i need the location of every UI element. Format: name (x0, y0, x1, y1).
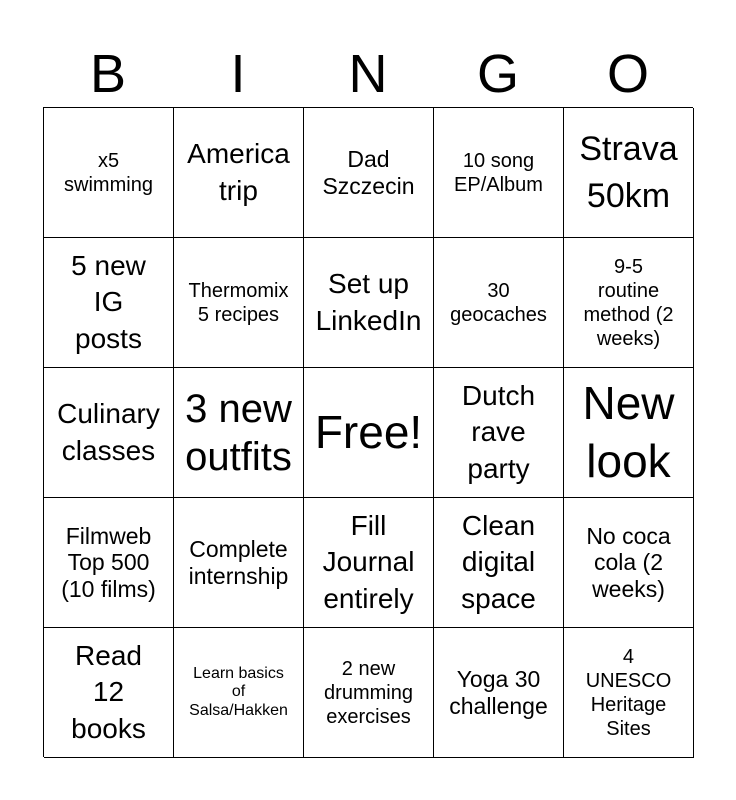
bingo-cell[interactable]: Filmweb Top 500 (10 films) (44, 498, 174, 628)
bingo-cell[interactable]: 5 new IG posts (44, 238, 174, 368)
bingo-cell[interactable]: 30 geocaches (434, 238, 564, 368)
bingo-cell[interactable]: New look (564, 368, 694, 498)
bingo-cell[interactable]: 10 song EP/Album (434, 108, 564, 238)
bingo-grid (43, 107, 693, 757)
bingo-cell[interactable]: 9-5 routine method (2 weeks) (564, 238, 694, 368)
header-letter-g: G (476, 44, 519, 104)
bingo-cell[interactable]: Strava 50km (564, 108, 694, 238)
bingo-cell[interactable]: Culinary classes (44, 368, 174, 498)
bingo-cell[interactable]: Clean digital space (434, 498, 564, 628)
free-space-cell[interactable]: Free! (304, 368, 434, 498)
bingo-cell[interactable]: x5 swimming (44, 108, 174, 238)
bingo-cell[interactable]: Fill Journal entirely (304, 498, 434, 628)
header-letter-n: N (348, 44, 388, 104)
bingo-cell[interactable]: Thermomix 5 recipes (174, 238, 304, 368)
bingo-cell[interactable]: Dad Szczecin (304, 108, 434, 238)
bingo-cell[interactable]: No coca cola (2 weeks) (564, 498, 694, 628)
bingo-cell[interactable]: Set up LinkedIn (304, 238, 434, 368)
bingo-cell[interactable]: Read 12 books (44, 628, 174, 758)
bingo-cell[interactable]: Yoga 30 challenge (434, 628, 564, 758)
bingo-cell[interactable]: 4 UNESCO Heritage Sites (564, 628, 694, 758)
bingo-cell[interactable]: 2 new drumming exercises (304, 628, 434, 758)
bingo-cell[interactable]: Dutch rave party (434, 368, 564, 498)
bingo-header (43, 40, 693, 108)
header-letter-o: O (606, 44, 649, 104)
bingo-cell[interactable]: 3 new outfits (174, 368, 304, 498)
bingo-cell[interactable]: Learn basics of Salsa/Hakken (174, 628, 304, 758)
bingo-cell[interactable]: America trip (174, 108, 304, 238)
bingo-cell[interactable]: Complete internship (174, 498, 304, 628)
header-letter-b: B (89, 44, 127, 104)
header-letter-i: I (230, 44, 246, 104)
